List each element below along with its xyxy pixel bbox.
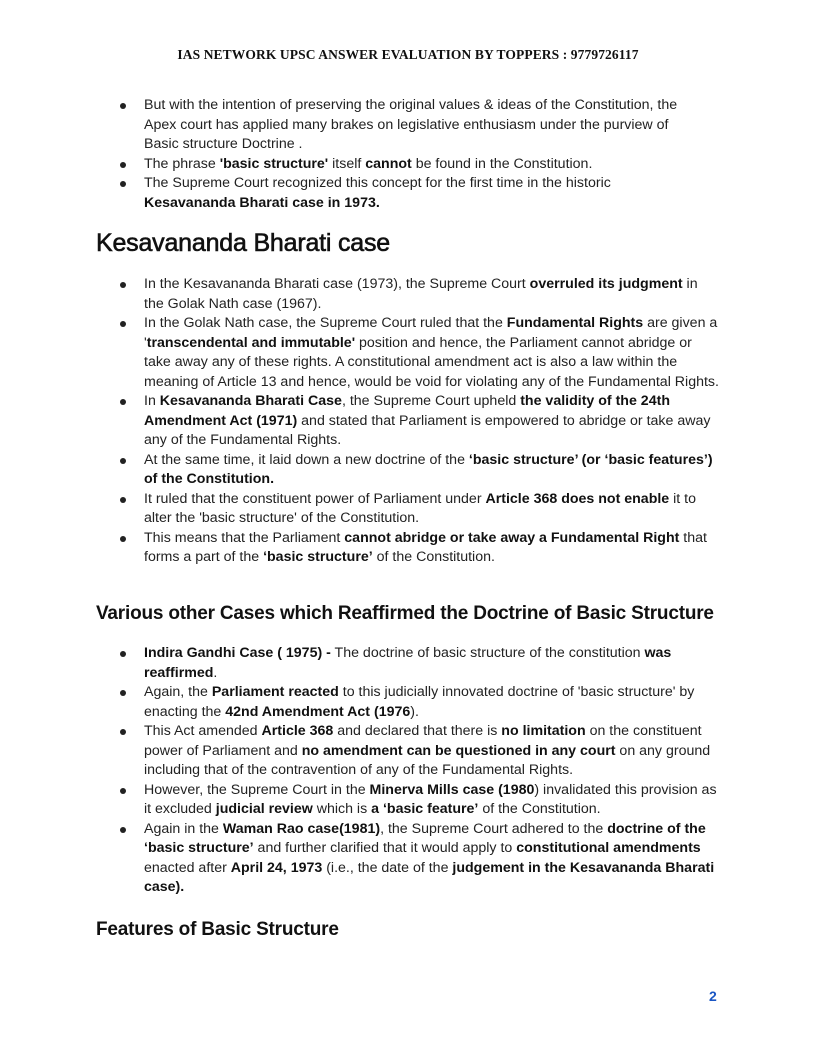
text: enacted after bbox=[144, 859, 231, 876]
bold-text: 42nd Amendment Act (1976 bbox=[225, 703, 411, 720]
bullet-dot-icon bbox=[120, 399, 126, 405]
text: ) invalidated this provision as it excluded bbox=[144, 781, 717, 817]
bold-text: the validity of the 24th Amendment Act (1971) bbox=[144, 393, 670, 429]
bold-text: no amendment can be questioned in any court bbox=[301, 742, 616, 759]
intro-bullet-list bbox=[144, 96, 704, 213]
bold-text: judicial review bbox=[215, 801, 313, 817]
bold-text: doctrine of the ‘basic structure’ bbox=[144, 820, 706, 856]
text: Again in the bbox=[144, 820, 223, 837]
text: This Act amended bbox=[144, 723, 262, 739]
bullet-dot-icon bbox=[120, 788, 126, 794]
bullet-item bbox=[144, 490, 719, 529]
text: on any ground including that of the contravention of any of the Fundamental Rights. bbox=[144, 742, 711, 778]
bold-text: Waman Rao case(1981) bbox=[222, 820, 381, 837]
bold-text: Article 368 bbox=[261, 723, 334, 739]
bold-text: no limitation bbox=[501, 723, 586, 739]
bold-text: Parliament reacted bbox=[211, 684, 339, 700]
bold-text: ‘basic structure’ bbox=[263, 549, 373, 565]
bold-text: was reaffirmed bbox=[144, 645, 672, 681]
text: , the Supreme Court adhered to the bbox=[380, 820, 608, 837]
bold-text: April 24, 1973 bbox=[230, 859, 323, 876]
text: in the Golak Nath case (1967). bbox=[144, 276, 698, 312]
page-number: 2 bbox=[709, 988, 717, 1004]
text: In the Golak Nath case, the Supreme Court ruled that the bbox=[144, 315, 507, 331]
text: be found in the Constitution. bbox=[411, 155, 593, 172]
bold-text: Kesavananda Bharati Case bbox=[159, 393, 342, 409]
bold-text: Indira Gandhi Case ( 1975) - bbox=[144, 645, 331, 661]
bullet-item bbox=[144, 451, 719, 490]
bold-text: Minerva Mills case (1980 bbox=[369, 781, 535, 798]
text: ). bbox=[410, 703, 419, 720]
text: itself bbox=[328, 155, 366, 172]
text: This means that the Parliament bbox=[144, 529, 345, 546]
bold-text: constitutional amendments bbox=[516, 840, 701, 856]
bullet-item bbox=[144, 96, 704, 155]
bullet-item bbox=[144, 155, 704, 175]
bullet-item bbox=[144, 644, 719, 683]
text: , the Supreme Court upheld bbox=[341, 393, 521, 409]
bold-text: transcendental and immutable' bbox=[146, 334, 356, 351]
bullet-dot-icon bbox=[120, 497, 126, 503]
kesavananda-bullet-list bbox=[144, 275, 719, 568]
bullet-dot-icon bbox=[120, 729, 126, 735]
bullet-item bbox=[144, 174, 704, 213]
bullet-item bbox=[144, 722, 719, 781]
bullet-dot-icon bbox=[120, 321, 126, 327]
section-heading-various-cases: Various other Cases which Reaffirmed the Doctrine of Basic Structure bbox=[96, 603, 714, 624]
text: But with the intention of preserving the original values & ideas of the Constitution, the Apex court has applied many brakes on legislative enthusiasm under the purview of Basic structure Doctrine . bbox=[144, 97, 678, 152]
page-header: IAS NETWORK UPSC ANSWER EVALUATION BY TOPPERS : 9779726117 bbox=[177, 47, 639, 62]
bullet-dot-icon bbox=[120, 162, 126, 168]
bold-text: cannot bbox=[365, 155, 412, 172]
bullet-item bbox=[144, 392, 719, 451]
bold-text: judgement in the Kesavananda Bharati case). bbox=[144, 859, 715, 895]
bullet-item bbox=[144, 683, 719, 722]
bold-text: cannot abridge or take away a Fundamental Right bbox=[344, 529, 680, 546]
section-heading-features: Features of Basic Structure bbox=[96, 919, 339, 940]
text: The doctrine of basic structure of the constitution bbox=[330, 645, 645, 661]
text: In bbox=[144, 393, 160, 409]
bold-text: Kesavananda Bharati case in 1973. bbox=[144, 194, 380, 211]
text: However, the Supreme Court in the bbox=[144, 781, 370, 798]
text: of the Constitution. bbox=[478, 801, 601, 817]
bullet-dot-icon bbox=[120, 282, 126, 288]
bullet-item bbox=[144, 529, 719, 568]
text: on the constituent power of Parliament and bbox=[144, 723, 702, 759]
bullet-dot-icon bbox=[120, 103, 126, 109]
text: which is bbox=[312, 801, 372, 817]
bold-text: a ‘basic feature’ bbox=[371, 801, 479, 817]
section-heading-kesavananda: Kesavananda Bharati case bbox=[96, 229, 391, 257]
bullet-item bbox=[144, 820, 719, 898]
text: are given a ' bbox=[144, 315, 718, 351]
bullet-dot-icon bbox=[120, 536, 126, 542]
text: (i.e., the date of the bbox=[322, 859, 453, 876]
various-cases-bullet-list bbox=[144, 644, 719, 898]
bullet-item bbox=[144, 275, 719, 314]
text: position and hence, the Parliament cannot abridge or take away any of these rights. A constitutional amendment act is also a law within the meaning of Article 13 and hence, would be void for violating any of the Fundamental Rights. bbox=[144, 334, 719, 390]
bold-text: overruled its judgment bbox=[529, 276, 683, 292]
text: In the Kesavananda Bharati case (1973), the Supreme Court bbox=[144, 276, 530, 292]
text: It ruled that the constituent power of Parliament under bbox=[144, 490, 486, 507]
text: to this judicially innovated doctrine of 'basic structure' by enacting the bbox=[144, 684, 695, 720]
text: . bbox=[213, 664, 218, 681]
text: of the Constitution. bbox=[372, 549, 495, 565]
text: The phrase bbox=[144, 155, 220, 172]
bold-text: 'basic structure' bbox=[219, 155, 329, 172]
text: At the same time, it laid down a new doctrine of the bbox=[144, 451, 469, 468]
bullet-item bbox=[144, 781, 719, 820]
text: The Supreme Court recognized this concept for the first time in the historic bbox=[144, 175, 611, 191]
text: it to alter the 'basic structure' of the Constitution. bbox=[144, 490, 697, 526]
bold-text: Article 368 does not enable bbox=[485, 490, 670, 507]
text: and declared that there is bbox=[333, 723, 502, 739]
bullet-dot-icon bbox=[120, 458, 126, 464]
text: Again, the bbox=[144, 684, 212, 700]
bullet-dot-icon bbox=[120, 690, 126, 696]
bullet-dot-icon bbox=[120, 827, 126, 833]
bullet-item bbox=[144, 314, 719, 392]
text: that forms a part of the bbox=[144, 529, 707, 565]
bold-text: Fundamental Rights bbox=[506, 315, 644, 331]
text: and stated that Parliament is empowered to abridge or take away any of the Fundamental Rights. bbox=[144, 412, 711, 448]
bullet-dot-icon bbox=[120, 181, 126, 187]
text: and further clarified that it would apply to bbox=[253, 840, 517, 856]
bullet-dot-icon bbox=[120, 651, 126, 657]
bold-text: ‘basic structure’ (or ‘basic features’) of the Constitution. bbox=[144, 451, 713, 487]
